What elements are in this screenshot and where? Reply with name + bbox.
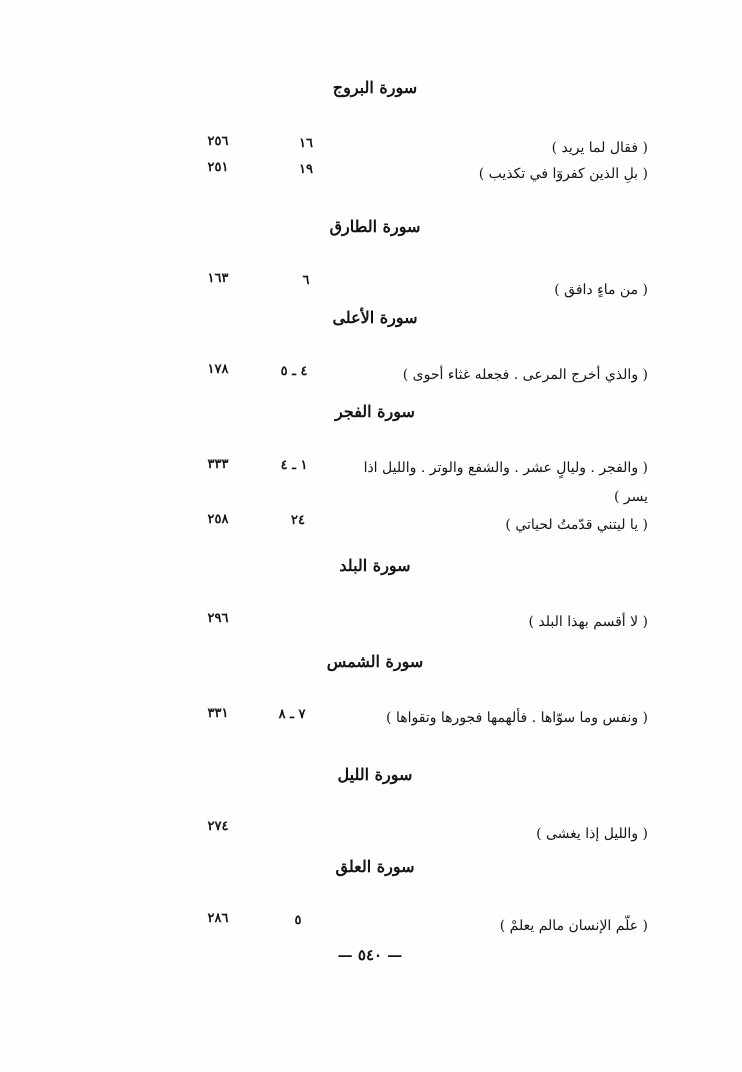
surah-heading: سورة الأعلى	[332, 308, 418, 327]
page-number: ٢٥١	[207, 160, 229, 175]
verse-text: ( من ماءٍ دافق )	[554, 282, 648, 298]
page-number: ٢٥٦	[207, 134, 229, 149]
verse-text: ( يا ليتني قدّمتُ لحياتي )	[505, 517, 648, 533]
page-number: ٢٩٦	[207, 611, 229, 626]
ayah-number: ٢٤	[291, 513, 305, 528]
ayah-number: ١ ـ ٤	[280, 458, 308, 473]
page-number: ١٧٨	[207, 362, 229, 377]
surah-heading: سورة البلد	[339, 556, 411, 575]
surah-heading: سورة البروج	[332, 78, 418, 97]
folio-page-number: — ٥٤٠ —	[337, 946, 403, 964]
ayah-number: ٦	[302, 273, 310, 288]
verse-text: ( علّم الإنسان مالم يعلمْ )	[499, 918, 648, 934]
verse-text: ( والذي أخرج المرعى . فجعله غثاء أحوى )	[402, 367, 648, 383]
surah-heading: سورة الشمس	[326, 652, 424, 671]
ayah-number: ١٦	[299, 136, 313, 151]
verse-text: ( فقال لما يريد )	[551, 140, 648, 156]
verse-continuation: يسر )	[613, 489, 648, 505]
page-number: ٢٧٤	[207, 819, 229, 834]
verse-text: ( لا أقسم بهذا البلد )	[528, 614, 648, 630]
page-number: ١٦٣	[207, 271, 229, 286]
ayah-number: ٥	[294, 913, 302, 928]
surah-heading: سورة الليل	[337, 765, 413, 784]
page-number: ٣٣١	[207, 706, 229, 721]
surah-heading: سورة الفجر	[335, 402, 415, 421]
surah-heading: سورة العلق	[335, 857, 415, 876]
verse-text: ( والفجر . وليالٍ عشر . والشفع والوتر . والليل اذا	[363, 460, 648, 476]
page-number: ٣٣٣	[207, 457, 229, 472]
page-number: ٢٨٦	[207, 911, 229, 926]
ayah-number: ٤ ـ ٥	[280, 364, 308, 379]
verse-text: ( ونفس وما سوّاها . فألهمها فجورها وتقواها )	[386, 710, 648, 726]
page-number: ٢٥٨	[207, 512, 229, 527]
ayah-number: ٧ ـ ٨	[278, 707, 306, 722]
verse-text: ( بلِ الذين كفروٓا في تكذيب )	[478, 166, 648, 182]
verse-text: ( والليل إذا يغشى )	[536, 826, 648, 842]
ayah-number: ١٩	[299, 162, 313, 177]
surah-heading: سورة الطارق	[329, 217, 421, 236]
